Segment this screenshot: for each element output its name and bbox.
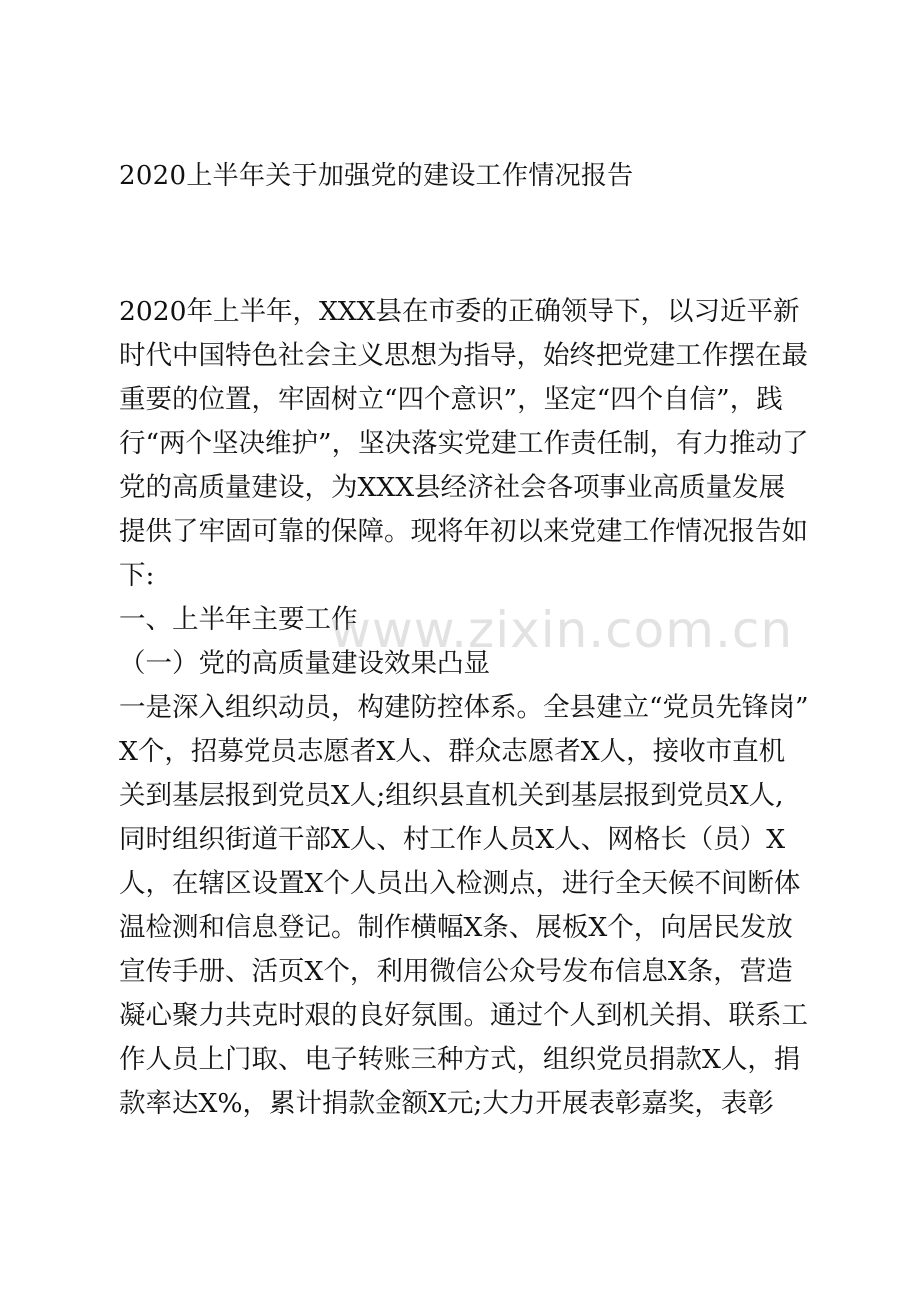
- body-line: 2020年上半年，XXX县在市委的正确领导下，以习近平新: [119, 296, 800, 327]
- body-line: X个，招募党员志愿者X人、群众志愿者X人，接收市直机: [119, 736, 786, 767]
- body-line: 作人员上门取、电子转账三种方式，组织党员捐款X人，捐: [119, 1044, 801, 1075]
- body-line: 行“两个坚决维护”，坚决落实党建工作责任制，有力推动了: [119, 428, 809, 459]
- section-heading: 一、上半年主要工作: [119, 604, 358, 635]
- body-line: 提供了牢固可靠的保障。现将年初以来党建工作情况报告如: [119, 516, 808, 547]
- subsection-heading: （一）党的高质量建设效果凸显: [119, 648, 490, 679]
- document-title: 2020上半年关于加强党的建设工作情况报告: [119, 161, 634, 191]
- body-line: 党的高质量建设，为XXX县经济社会各项事业高质量发展: [119, 472, 786, 503]
- body-line: 同时组织街道干部X人、村工作人员X人、网格长（员）X: [119, 824, 786, 855]
- body-line: 人，在辖区设置X个人员出入检测点，进行全天候不间断体: [119, 868, 801, 899]
- body-line: 关到基层报到党员X人;组织县直机关到基层报到党员X人,: [119, 780, 784, 811]
- body-line: 凝心聚力共克时艰的良好氛围。通过个人到机关捐、联系工: [119, 1000, 808, 1031]
- body-line: 重要的位置，牢固树立“四个意识”，坚定“四个自信”，践: [119, 384, 783, 415]
- body-line: 时代中国特色社会主义思想为指导，始终把党建工作摆在最: [119, 340, 808, 371]
- body-line: 下:: [119, 560, 155, 591]
- body-line: 宣传手册、活页X个，利用微信公众号发布信息X条，营造: [119, 956, 793, 987]
- document-body: [119, 290, 809, 1126]
- body-line: 温检测和信息登记。制作横幅X条、展板X个，向居民发放: [119, 912, 793, 943]
- body-line: 款率达X%，累计捐款金额X元;大力开展表彰嘉奖，表彰: [119, 1088, 774, 1119]
- body-line: 一是深入组织动员，构建防控体系。全县建立“党员先锋岗”: [119, 692, 809, 723]
- watermark: www.zixin.com.cn: [330, 601, 794, 659]
